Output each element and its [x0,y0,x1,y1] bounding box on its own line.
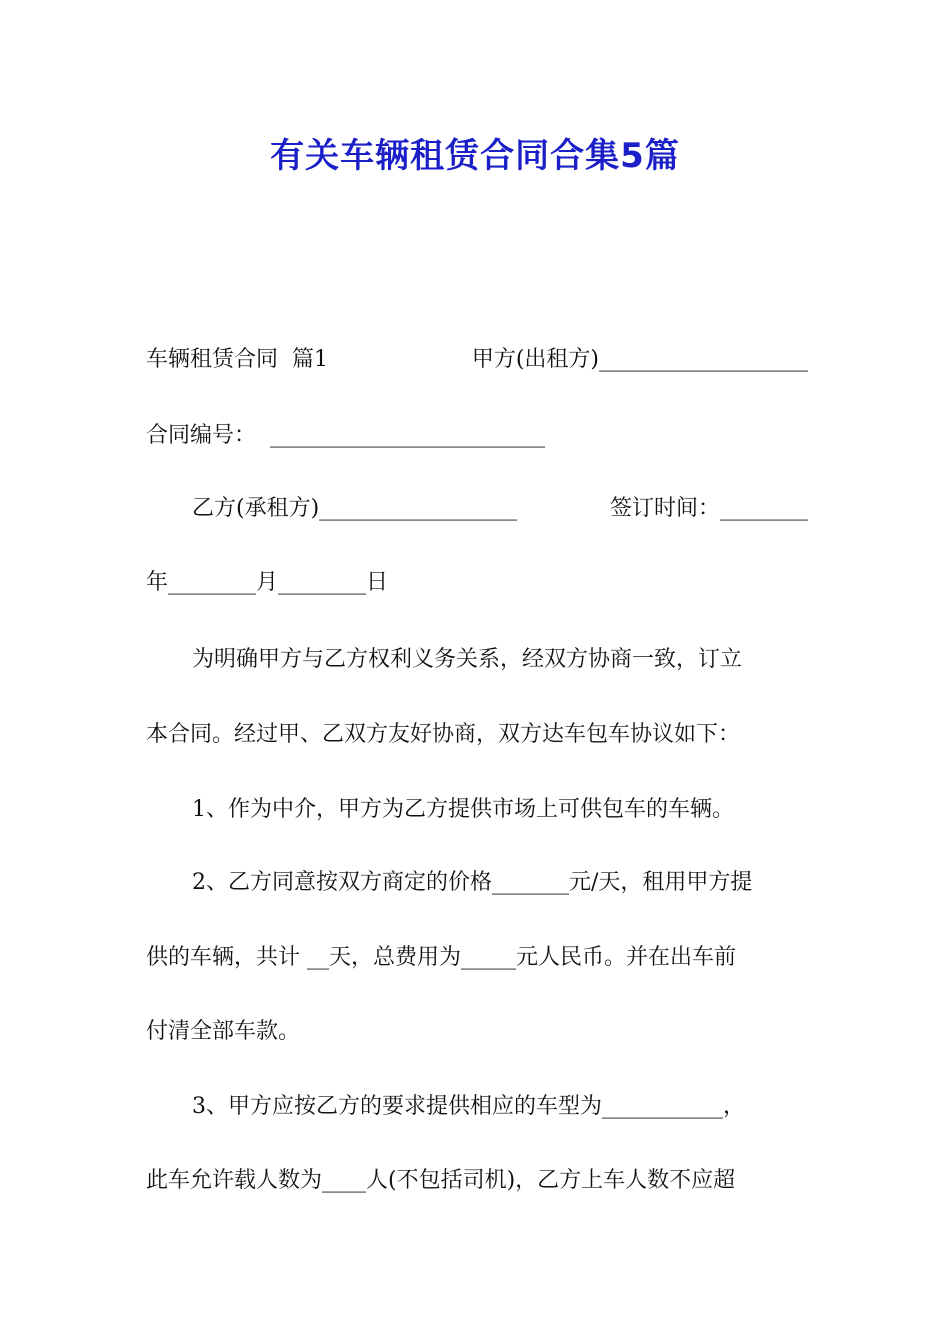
body-paragraph-line: 本合同。经过甲、乙双方友好协商，双方达车包车协议如下： [146,722,741,747]
contract-section-label: 车辆租赁合同 篇1 [146,347,328,372]
party-b-line [192,494,808,524]
party-b-field: 乙方(承租方)__________________ [192,496,518,521]
contract-number-line: 合同编号： _________________________ [146,423,545,448]
party-a-field: 甲方(出租方)___________________ [471,347,808,372]
clause-3-line: 3、甲方应按乙方的要求提供相应的车型为___________， [192,1094,745,1119]
date-line: 年________月________日 [146,570,389,595]
document-title: 有关车辆租赁合同合集5篇 [270,136,680,176]
clause-2-line: 2、乙方同意按双方商定的价格_______元/天，租用甲方提 [192,870,753,895]
clause-2-line: 供的车辆，共计 __天，总费用为_____元人民币。并在出车前 [146,945,736,970]
body-paragraph-line: 为明确甲方与乙方权利义务关系，经双方协商一致，订立 [192,647,743,672]
signing-date-field: 签订时间：________ [609,496,808,521]
clause-2-line: 付清全部车款。 [146,1019,301,1044]
contract-header-line [146,345,808,375]
clause-3-line: 此车允许载人数为____人(不包括司机)，乙方上车人数不应超 [146,1168,736,1193]
clause-1-line: 1、作为中介，甲方为乙方提供市场上可供包车的车辆。 [192,797,734,822]
